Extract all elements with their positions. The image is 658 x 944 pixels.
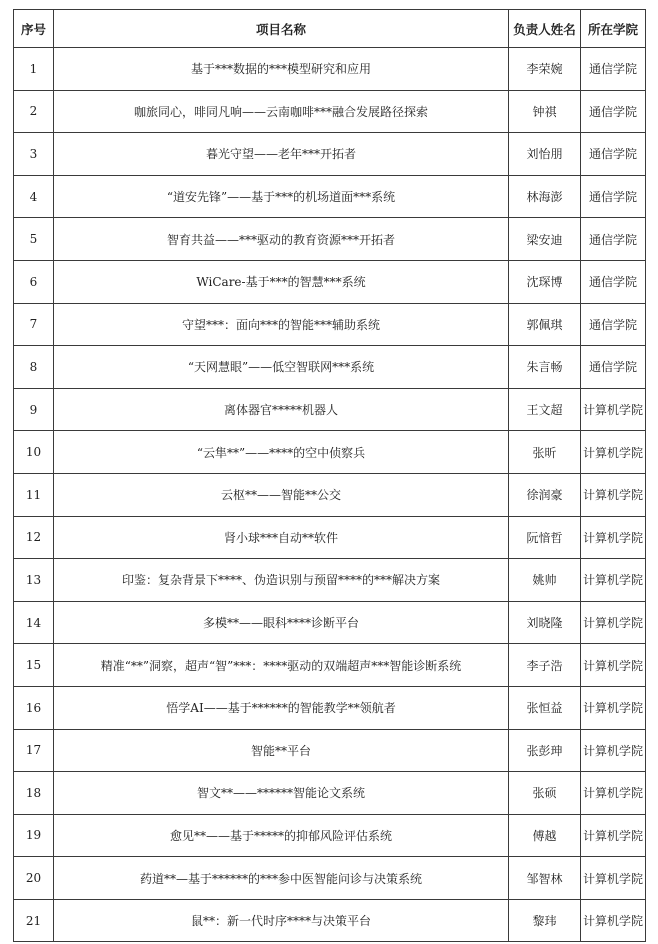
cell-no: 14 — [14, 601, 54, 644]
cell-college: 计算机学院 — [581, 814, 646, 857]
cell-project-name: “天网慧眼”——低空智联网***系统 — [54, 346, 509, 389]
cell-leader-name: 傅越 — [509, 814, 581, 857]
cell-leader-name: 郭佩琪 — [509, 303, 581, 346]
cell-leader-name: 张彭珅 — [509, 729, 581, 772]
cell-project-name: 肾小球***自动**软件 — [54, 516, 509, 559]
cell-college: 通信学院 — [581, 218, 646, 261]
cell-college: 计算机学院 — [581, 559, 646, 602]
cell-leader-name: 李子浩 — [509, 644, 581, 687]
table-row — [14, 857, 646, 900]
cell-project-name: WiCare-基于***的智慧***系统 — [54, 260, 509, 303]
cell-project-name: 智文**——******智能论文系统 — [54, 772, 509, 815]
cell-leader-name: 黎玮 — [509, 899, 581, 942]
cell-no: 21 — [14, 899, 54, 942]
header-project-name: 项目名称 — [54, 10, 509, 48]
cell-project-name: 多模**——眼科****诊断平台 — [54, 601, 509, 644]
table-row — [14, 814, 646, 857]
cell-project-name: 悟学AI——基于******的智能教学**领航者 — [54, 686, 509, 729]
cell-college: 计算机学院 — [581, 516, 646, 559]
cell-college: 通信学院 — [581, 303, 646, 346]
cell-project-name: 离体器官*****机器人 — [54, 388, 509, 431]
cell-no: 16 — [14, 686, 54, 729]
cell-college: 通信学院 — [581, 133, 646, 176]
cell-leader-name: 梁安迪 — [509, 218, 581, 261]
table-row — [14, 260, 646, 303]
cell-college: 计算机学院 — [581, 686, 646, 729]
cell-no: 6 — [14, 260, 54, 303]
cell-project-name: 智能**平台 — [54, 729, 509, 772]
cell-no: 8 — [14, 346, 54, 389]
cell-college: 计算机学院 — [581, 857, 646, 900]
table-row — [14, 90, 646, 133]
table-row — [14, 133, 646, 176]
cell-project-name: 智育共益——***驱动的教育资源***开拓者 — [54, 218, 509, 261]
cell-college: 通信学院 — [581, 90, 646, 133]
cell-college: 计算机学院 — [581, 729, 646, 772]
cell-project-name: 基于***数据的***模型研究和应用 — [54, 48, 509, 91]
cell-project-name: “道安先锋”——基于***的机场道面***系统 — [54, 175, 509, 218]
table-row — [14, 175, 646, 218]
cell-no: 5 — [14, 218, 54, 261]
cell-leader-name: 王文超 — [509, 388, 581, 431]
cell-project-name: 云枢**——智能**公交 — [54, 473, 509, 516]
cell-college: 计算机学院 — [581, 601, 646, 644]
cell-project-name: 精准“**”洞察，超声“智”***：****驱动的双端超声***智能诊断系统 — [54, 644, 509, 687]
cell-project-name: 药道**—基于******的***参中医智能问诊与决策系统 — [54, 857, 509, 900]
cell-no: 12 — [14, 516, 54, 559]
table-row — [14, 218, 646, 261]
header-no: 序号 — [14, 10, 54, 48]
project-table — [13, 9, 646, 942]
table-body — [14, 48, 646, 942]
table-row — [14, 559, 646, 602]
cell-leader-name: 林海澎 — [509, 175, 581, 218]
cell-no: 9 — [14, 388, 54, 431]
cell-college: 计算机学院 — [581, 772, 646, 815]
cell-college: 计算机学院 — [581, 388, 646, 431]
cell-leader-name: 徐润豪 — [509, 473, 581, 516]
table-header — [14, 10, 646, 48]
cell-leader-name: 张硕 — [509, 772, 581, 815]
table-row — [14, 601, 646, 644]
cell-leader-name: 朱言畅 — [509, 346, 581, 389]
cell-no: 10 — [14, 431, 54, 474]
cell-leader-name: 李荣婉 — [509, 48, 581, 91]
cell-project-name: 暮光守望——老年***开拓者 — [54, 133, 509, 176]
cell-project-name: 印鉴：复杂背景下****、伪造识别与预留****的***解决方案 — [54, 559, 509, 602]
cell-college: 通信学院 — [581, 175, 646, 218]
cell-college: 通信学院 — [581, 346, 646, 389]
table-row — [14, 48, 646, 91]
cell-college: 计算机学院 — [581, 899, 646, 942]
table-row — [14, 473, 646, 516]
cell-leader-name: 姚帅 — [509, 559, 581, 602]
cell-college: 计算机学院 — [581, 431, 646, 474]
table-row — [14, 431, 646, 474]
cell-no: 4 — [14, 175, 54, 218]
cell-college: 通信学院 — [581, 48, 646, 91]
header-row — [14, 10, 646, 48]
cell-leader-name: 张恒益 — [509, 686, 581, 729]
table-row — [14, 729, 646, 772]
cell-project-name: “云隼**”——****的空中侦察兵 — [54, 431, 509, 474]
table-row — [14, 772, 646, 815]
table-row — [14, 644, 646, 687]
table-row — [14, 899, 646, 942]
cell-no: 15 — [14, 644, 54, 687]
cell-no: 20 — [14, 857, 54, 900]
header-college: 所在学院 — [581, 10, 646, 48]
cell-leader-name: 沈琛博 — [509, 260, 581, 303]
cell-project-name: 咖旅同心，啡同凡响——云南咖啡***融合发展路径探索 — [54, 90, 509, 133]
cell-no: 19 — [14, 814, 54, 857]
cell-leader-name: 刘怡朋 — [509, 133, 581, 176]
cell-no: 1 — [14, 48, 54, 91]
cell-project-name: 鼠**：新一代时序****与决策平台 — [54, 899, 509, 942]
cell-project-name: 守望***：面向***的智能***辅助系统 — [54, 303, 509, 346]
cell-no: 3 — [14, 133, 54, 176]
project-list-sheet — [13, 9, 646, 942]
cell-no: 7 — [14, 303, 54, 346]
header-leader-name: 负责人姓名 — [509, 10, 581, 48]
cell-no: 11 — [14, 473, 54, 516]
cell-no: 18 — [14, 772, 54, 815]
cell-college: 计算机学院 — [581, 473, 646, 516]
cell-leader-name: 钟祺 — [509, 90, 581, 133]
cell-leader-name: 刘晓隆 — [509, 601, 581, 644]
cell-leader-name: 张昕 — [509, 431, 581, 474]
table-row — [14, 686, 646, 729]
cell-no: 13 — [14, 559, 54, 602]
cell-no: 17 — [14, 729, 54, 772]
cell-leader-name: 邹智林 — [509, 857, 581, 900]
cell-college: 计算机学院 — [581, 644, 646, 687]
table-row — [14, 516, 646, 559]
cell-college: 通信学院 — [581, 260, 646, 303]
cell-leader-name: 阮愔哲 — [509, 516, 581, 559]
cell-no: 2 — [14, 90, 54, 133]
table-row — [14, 388, 646, 431]
cell-project-name: 愈见**——基于*****的抑郁风险评估系统 — [54, 814, 509, 857]
table-row — [14, 303, 646, 346]
table-row — [14, 346, 646, 389]
